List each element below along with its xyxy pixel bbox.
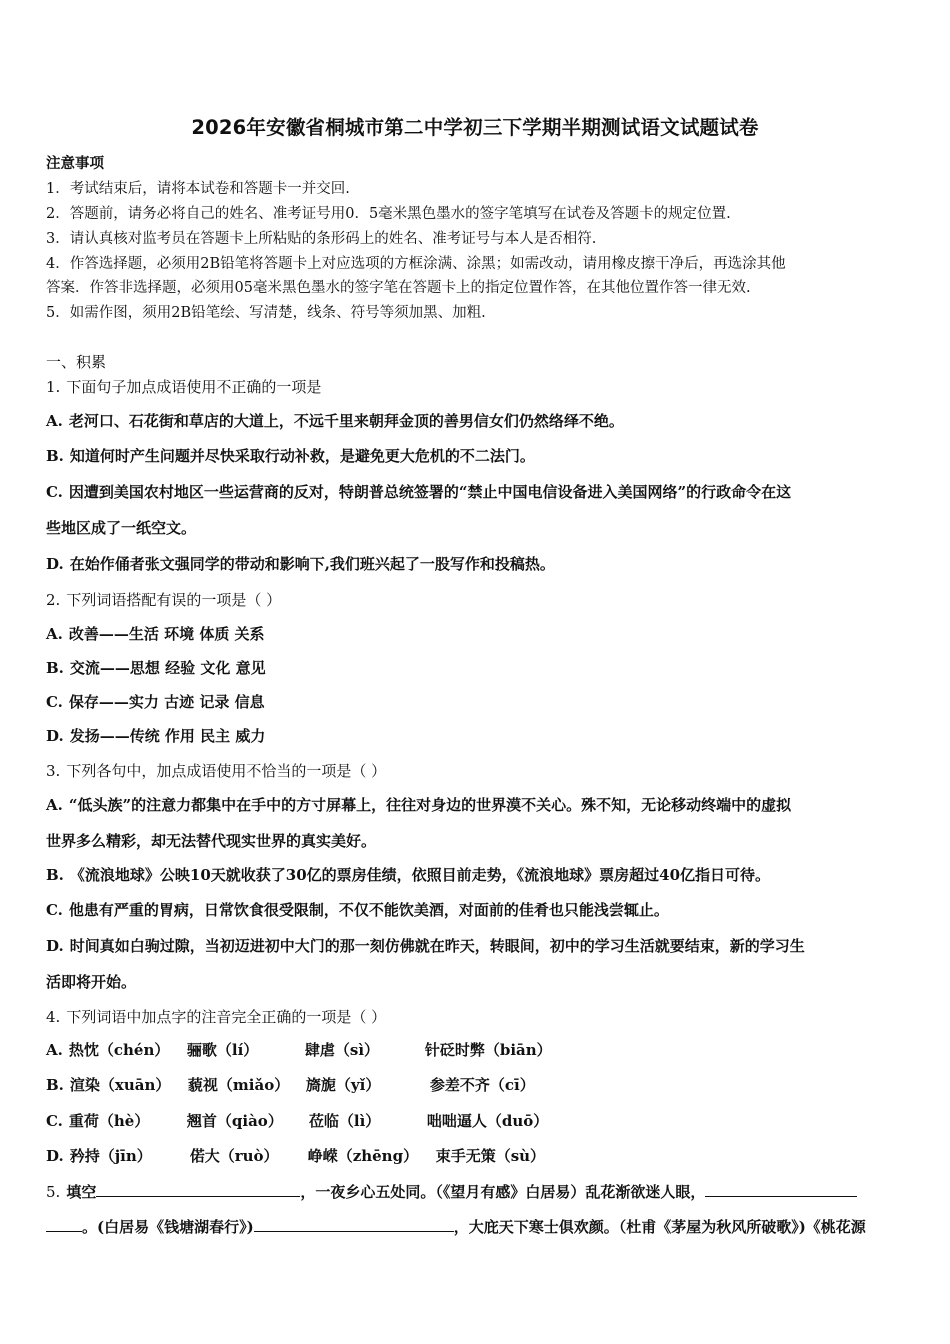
q1-option-d — [46, 553, 555, 574]
question-number: 4. — [46, 1008, 61, 1026]
option-text: 交流——思想 经验 文化 意见 — [69, 659, 266, 677]
q3-option-d — [46, 935, 805, 956]
question-text: 下列词语搭配有误的一项是（ ） — [66, 591, 282, 609]
option-label: A. — [46, 1041, 63, 1059]
question-5-line-2 — [46, 1216, 866, 1237]
word: 莅临（lì） — [308, 1112, 381, 1130]
question-text: 。(白居易《钱塘湖春行》) — [82, 1218, 254, 1236]
word: 偌大（ruò） — [189, 1147, 279, 1165]
word: 热忱（chén） — [68, 1041, 170, 1059]
option-label: B. — [46, 1076, 64, 1094]
option-label: B. — [46, 866, 64, 884]
page-title: 2026年安徽省桐城市第二中学初三下学期半期测试语文试题试卷 — [191, 116, 759, 139]
word: 参差不齐（cī） — [429, 1076, 535, 1094]
question-number: 1. — [46, 378, 61, 396]
option-label: A. — [46, 796, 63, 814]
notice-item: 4．作答选择题，必须用2B铅笔将答题卡上对应选项的方框涂满、涂黑；如需改动，请用橡皮擦干净后，再选涂其他 — [46, 256, 786, 272]
fill-blank[interactable] — [254, 1217, 454, 1232]
question-text: 下列词语中加点字的注音完全正确的一项是（ ） — [66, 1008, 387, 1026]
word: 咄咄逼人（duō） — [426, 1112, 549, 1130]
option-text: 保存——实力 古迹 记录 信息 — [68, 693, 265, 711]
notice-heading: 注意事项 — [46, 155, 104, 172]
option-label: B. — [46, 447, 64, 465]
word: 针砭时弊（biān） — [424, 1041, 552, 1059]
option-text: 他患有严重的胃病，日常饮食很受限制，不仅不能饮美酒，对面前的佳肴也只能浅尝辄止。 — [68, 901, 669, 919]
option-label: C. — [46, 901, 63, 919]
word: 藐视（miǎo） — [187, 1076, 290, 1094]
notice-item: 3．请认真核对监考员在答题卡上所粘贴的条形码上的姓名、准考证号与本人是否相符. — [46, 231, 597, 247]
option-label: D. — [46, 555, 64, 573]
q3-option-a — [46, 794, 791, 815]
word: 翘首（qiào） — [186, 1112, 283, 1130]
option-label: C. — [46, 1112, 63, 1130]
q2-option-b — [46, 657, 266, 678]
word: 束手无策（sù） — [435, 1147, 546, 1165]
fill-blank[interactable] — [46, 1217, 82, 1232]
question-text: 填空 — [66, 1183, 97, 1201]
question-text: ，大庇天下寒士俱欢颜。（杜甫《茅屋为秋风所破歌》)《桃花源 — [453, 1218, 866, 1236]
question-number: 3. — [46, 762, 61, 780]
notice-item: 答案．作答非选择题，必须用05毫米黑色墨水的签字笔在答题卡上的指定位置作答，在其他位置作答一律无效. — [46, 280, 751, 296]
option-label: D. — [46, 937, 64, 955]
q3-option-c — [46, 899, 669, 920]
question-1-stem — [46, 376, 321, 397]
q4-option-c — [46, 1110, 548, 1131]
question-2-stem — [46, 589, 281, 610]
word: 肆虐（sì） — [304, 1041, 380, 1059]
option-label: A. — [46, 412, 63, 430]
q1-option-b — [46, 445, 535, 466]
option-text: “低头族”的注意力都集中在手中的方寸屏幕上，往往对身边的世界漠不关心。殊不知，无论移动终端中的虚拟 — [68, 796, 792, 814]
word: 矜持（jīn） — [69, 1147, 152, 1165]
fill-blank[interactable] — [96, 1182, 300, 1197]
q2-option-d — [46, 725, 265, 746]
option-label: C. — [46, 693, 63, 711]
question-3-stem — [46, 760, 386, 781]
question-number: 2. — [46, 591, 61, 609]
q4-option-d — [46, 1145, 545, 1166]
question-text: 下列各句中，加点成语使用不恰当的一项是（ ） — [66, 762, 387, 780]
word: 骊歌（lí） — [186, 1041, 259, 1059]
question-number: 5. — [46, 1183, 61, 1201]
q2-option-a — [46, 623, 265, 644]
question-text: ，一夜乡心五处同。（《望月有感》白居易）乱花渐欲迷人眼， — [300, 1183, 706, 1201]
option-label: A. — [46, 625, 63, 643]
question-5-line-1 — [46, 1181, 857, 1202]
word: 重荷（hè） — [68, 1112, 150, 1130]
option-label: D. — [46, 727, 64, 745]
notice-item: 1．考试结束后，请将本试卷和答题卡一并交回. — [46, 181, 350, 197]
q1-option-c — [46, 481, 791, 502]
q4-option-b — [46, 1074, 535, 1095]
fill-blank[interactable] — [705, 1182, 857, 1197]
option-text: 时间真如白驹过隙，当初迈进初中大门的那一刻仿佛就在昨天，转眼间，初中的学习生活就要结束，新的学习生 — [69, 937, 805, 955]
word: 渲染（xuān） — [69, 1076, 171, 1094]
option-label: C. — [46, 483, 63, 501]
option-text: 在始作俑者张文强同学的带动和影响下,我们班兴起了一股写作和投稿热。 — [69, 555, 555, 573]
option-text: 老河口、石花街和草店的大道上，不远千里来朝拜金顶的善男信女们仍然络绎不绝。 — [68, 412, 624, 430]
option-text: 知道何时产生问题并尽快采取行动补救，是避免更大危机的不二法门。 — [69, 447, 535, 465]
q4-option-a — [46, 1039, 552, 1060]
q1-option-a — [46, 410, 624, 431]
option-text: 改善——生活 环境 体质 关系 — [68, 625, 265, 643]
option-text: 《流浪地球》公映10天就收获了30亿的票房佳绩，依照目前走势，《流浪地球》票房超过40亿指日可待。 — [69, 866, 771, 884]
notice-item: 2．答题前，请务必将自己的姓名、准考证号用0．5毫米黑色墨水的签字笔填写在试卷及答题卡的规定位置. — [46, 206, 731, 222]
option-label: B. — [46, 659, 64, 677]
q2-option-c — [46, 691, 265, 712]
question-4-stem — [46, 1006, 386, 1027]
section-heading: 一、积累 — [46, 353, 107, 371]
option-text: 因遭到美国农村地区一些运营商的反对，特朗普总统签署的“禁止中国电信设备进入美国网络”的行政命令在这 — [68, 483, 792, 501]
q3-option-b — [46, 864, 770, 885]
word: 峥嵘（zhēng） — [307, 1147, 419, 1165]
option-text: 发扬——传统 作用 民主 威力 — [69, 727, 266, 745]
notice-item: 5．如需作图，须用2B铅笔绘、写清楚，线条、符号等须加黑、加粗. — [46, 305, 486, 321]
q1-option-c-cont: 些地区成了一纸空文。 — [46, 519, 197, 537]
word: 旖旎（yǐ） — [305, 1076, 381, 1094]
q3-option-d-cont: 活即将开始。 — [46, 973, 137, 991]
q3-option-a-cont: 世界多么精彩，却无法替代现实世界的真实美好。 — [46, 832, 377, 850]
question-text: 下面句子加点成语使用不正确的一项是 — [66, 378, 322, 396]
option-label: D. — [46, 1147, 64, 1165]
